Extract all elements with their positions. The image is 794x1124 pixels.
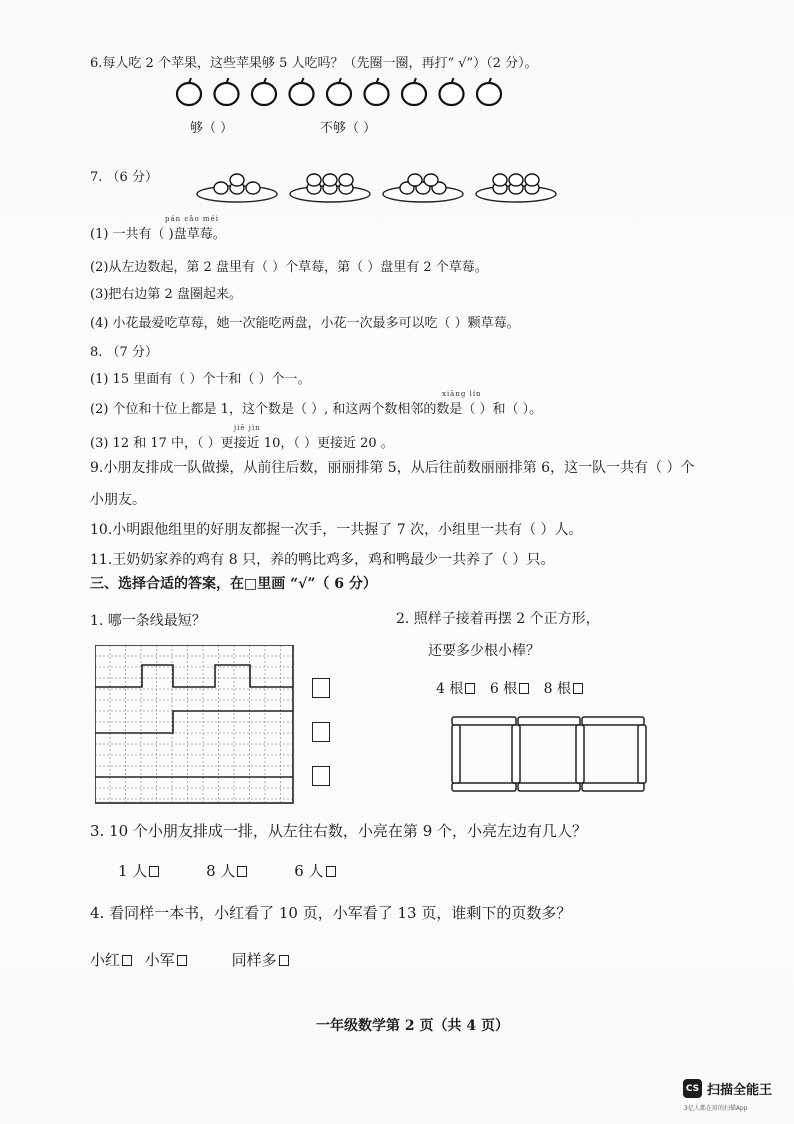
mc2-options (436, 678, 583, 698)
mc4-option-xiaojun: 小军 (144, 951, 175, 969)
watermark-name: 扫描全能王 (707, 1083, 773, 1098)
section3-heading: 三、选择合适的答案，在□里画 “√”（ 6 分） (90, 576, 377, 592)
q9-line1: 9.小朋友排成一队做操，从前往后数，丽丽排第 5，从后往前数丽丽排第 6，这一队一共有（ ）个 (90, 460, 695, 476)
strawberry-icon (424, 174, 438, 186)
strawberry-icon (525, 174, 539, 186)
apple-icon (402, 78, 426, 105)
mc3-options (118, 860, 336, 881)
q8-ruby-jiejin: jiē jìn (234, 424, 261, 432)
strawberry-icon (246, 182, 260, 194)
mc3-option-6: 6 人 (294, 862, 324, 880)
q8-part1: (1) 15 里面有（ ）个十和（ ）个一。 (90, 372, 311, 387)
strawberry-icon (509, 174, 523, 186)
apple-icon (440, 78, 464, 105)
apple-icon (215, 78, 239, 105)
mc2-option-8-checkbox[interactable] (573, 683, 583, 694)
mc3-option-8-checkbox[interactable] (237, 866, 247, 877)
apple-icon (290, 78, 314, 105)
mc2-option-6: 6 根 (489, 681, 518, 697)
strawberry-icon (339, 174, 353, 186)
q7-part4: (4) 小花最爱吃草莓，她一次能吃两盘，小花一次最多可以吃（ ）颗草莓。 (90, 316, 520, 331)
apple-icon (177, 78, 201, 105)
apple-row (175, 76, 520, 108)
strawberry-icon (214, 182, 228, 194)
camscanner-logo-icon: CS (683, 1079, 702, 1098)
q11-text: 11.王奶奶家养的鸡有 8 只，养的鸭比鸡多，鸡和鸭最少一共养了（ ）只。 (90, 552, 555, 568)
mc4-option-xiaojun-checkbox[interactable] (177, 955, 187, 966)
q7-part1: (1) 一共有（ )盘草莓。 (90, 227, 226, 242)
mc3-option-1-checkbox[interactable] (149, 866, 159, 877)
q8-part3: (3) 12 和 17 中，（ ）更接近 10，（ ）更接近 20 。 (90, 436, 394, 451)
mc3-option-6-checkbox[interactable] (326, 866, 336, 877)
strawberry-plates (195, 168, 565, 208)
mc2-option-4-checkbox[interactable] (465, 683, 475, 694)
mc4-question: 4. 看同样一本书，小红看了 10 页，小军看了 13 页，谁剩下的页数多？ (90, 904, 572, 922)
strawberry-icon (307, 174, 321, 186)
q7-part2: (2)从左边数起，第 2 盘里有（ ）个草莓，第（ ）盘里有 2 个草莓。 (90, 260, 488, 275)
q6-title: 6.每人吃 2 个苹果，这些苹果够 5 人吃吗？（先圈一圈，再打“ √”）（2 分）。 (90, 56, 538, 71)
page-footer: 一年级数学第 2 页（共 4 页） (316, 1018, 509, 1034)
line-grid (95, 645, 295, 805)
strawberry-icon (408, 174, 422, 186)
mc4-option-xiaohong-checkbox[interactable] (122, 955, 132, 966)
strawberry-icon (493, 174, 507, 186)
apple-icon (252, 78, 276, 105)
mc4-option-same: 同样多 (231, 951, 277, 969)
mc1-question: 1. 哪一条线最短？ (90, 613, 206, 629)
mc3-option-8: 8 人 (206, 862, 236, 880)
strawberry-icon (230, 174, 244, 186)
apple-icon (327, 78, 351, 105)
plate-3 (383, 174, 463, 202)
mc2-option-4: 4 根 (436, 681, 464, 697)
mc1-option3-checkbox[interactable] (312, 766, 330, 786)
mc2-question: 2. 照样子接着再摆 2 个正方形， (396, 611, 600, 627)
plate-4 (476, 174, 556, 202)
q7-part3: (3)把右边第 2 盘圈起来。 (90, 287, 242, 302)
mc3-question: 3. 10 个小朋友排成一排，从左往右数，小亮在第 9 个，小亮左边有几人？ (90, 822, 588, 840)
q8-ruby-xianglin: xiāng lín (442, 390, 482, 398)
mc2-option-8: 8 根 (543, 681, 571, 697)
mc2-option-6-checkbox[interactable] (519, 683, 529, 694)
mc4-options (90, 949, 289, 970)
stick-squares-figure (450, 715, 660, 795)
plate-2 (290, 174, 370, 202)
scanner-watermark (683, 1079, 772, 1098)
q6-not-enough-option: 不够（ ） (320, 121, 377, 136)
q8-part2: (2) 个位和十位上都是 1，这个数是（ ）, 和这两个数相邻的数是（ ）和（ ）。 (90, 402, 543, 417)
q7-title: 7. （6 分） (90, 170, 158, 185)
q10-text: 10.小明跟他组里的好朋友都握一次手，一共握了 7 次，小组里一共有（ ）人。 (90, 522, 583, 538)
mc1-option1-checkbox[interactable] (312, 678, 330, 698)
strawberry-icon (323, 174, 337, 186)
mc3-option-1: 1 人 (118, 862, 148, 880)
plate-1 (197, 174, 277, 202)
q9-line2: 小朋友。 (90, 492, 146, 508)
q8-title: 8. （7 分） (90, 345, 158, 360)
mc1-option2-checkbox[interactable] (312, 722, 330, 742)
mc4-option-same-checkbox[interactable] (279, 955, 289, 966)
watermark-subtitle: 3亿人都在用的扫描App (684, 1105, 748, 1112)
mc4-option-xiaohong: 小红 (90, 951, 121, 969)
apple-icon (365, 78, 389, 105)
q7-ruby-pinyin: pán cǎo méi (165, 215, 219, 223)
q6-enough-option: 够（ ） (190, 121, 234, 136)
apple-icon (477, 78, 501, 105)
mc2-question-line2: 还要多少根小棒？ (428, 643, 540, 659)
